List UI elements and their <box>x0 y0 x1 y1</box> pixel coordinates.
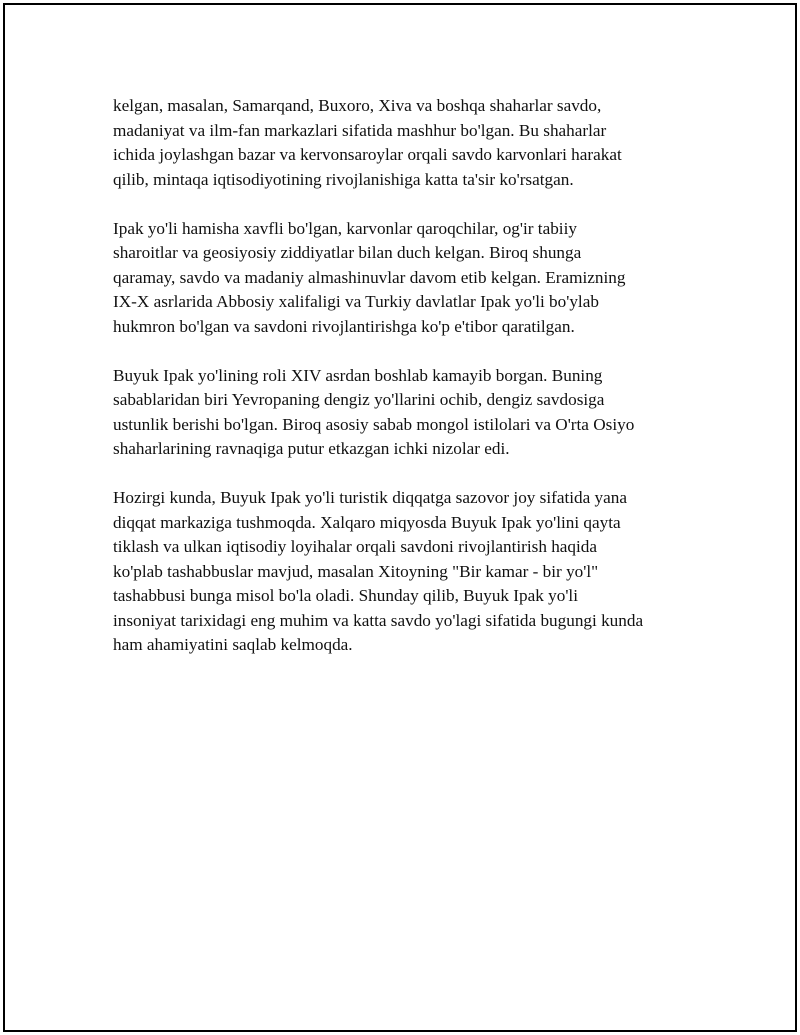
text-line: Ipak yo'li hamisha xavfli bo'lgan, karvonlar qaroqchilar, og'ir tabiiy <box>113 218 577 238</box>
paragraph-3 <box>113 364 703 462</box>
text-line: tiklash va ulkan iqtisodiy loyihalar orqali savdoni rivojlantirish haqida <box>113 537 598 556</box>
text-line: IX-X asrlarida Abbosiy xalifaligi va Turkiy davlatlar Ipak yo'li bo'ylab <box>113 292 599 311</box>
document-body <box>113 94 703 682</box>
text-line: ustunlik berishi bo'lgan. Biroq asosiy sabab mongol istilolari va O'rta Osiyo <box>113 414 635 434</box>
text-line: sabablaridan biri Yevropaning dengiz yo'llarini ochib, dengiz savdosiga <box>113 390 605 409</box>
text-line: Hozirgi kunda, Buyuk Ipak yo'li turistik diqqatga sazovor joy sifatida yana <box>113 488 628 507</box>
text-line: kelgan, masalan, Samarqand, Buxoro, Xiva va boshqa shaharlar savdo, <box>113 96 602 115</box>
text-line: sharoitlar va geosiyosiy ziddiyatlar bilan duch kelgan. Biroq shunga <box>113 243 582 262</box>
text-line: diqqat markaziga tushmoqda. Xalqaro miqyosda Buyuk Ipak yo'lini qayta <box>113 512 621 532</box>
paragraph-2 <box>113 217 703 340</box>
text-line: Buyuk Ipak yo'lining roli XIV asrdan boshlab kamayib borgan. Buning <box>113 365 603 385</box>
paragraph-1 <box>113 94 703 192</box>
text-line: insoniyat tarixidagi eng muhim va katta savdo yo'lagi sifatida bugungi kunda <box>113 610 644 630</box>
text-line: ichida joylashgan bazar va kervonsaroylar orqali savdo karvonlari harakat <box>113 145 622 164</box>
text-line: qilib, mintaqa iqtisodiyotining rivojlanishiga katta ta'sir ko'rsatgan. <box>113 169 574 189</box>
text-line: hukmron bo'lgan va savdoni rivojlantirishga ko'p e'tibor qaratilgan. <box>113 316 575 336</box>
paragraph-4 <box>113 486 703 658</box>
text-line: madaniyat va ilm-fan markazlari sifatida mashhur bo'lgan. Bu shaharlar <box>113 120 607 140</box>
text-line: shaharlarining ravnaqiga putur etkazgan ichki nizolar edi. <box>113 439 510 458</box>
text-line: ham ahamiyatini saqlab kelmoqda. <box>113 635 353 654</box>
text-line: ko'plab tashabbuslar mavjud, masalan Xitoyning "Bir kamar - bir yo'l" <box>113 561 599 581</box>
text-line: tashabbusi bunga misol bo'la oladi. Shunday qilib, Buyuk Ipak yo'li <box>113 586 578 605</box>
text-line: qaramay, savdo va madaniy almashinuvlar davom etib kelgan. Eramizning <box>113 267 626 287</box>
